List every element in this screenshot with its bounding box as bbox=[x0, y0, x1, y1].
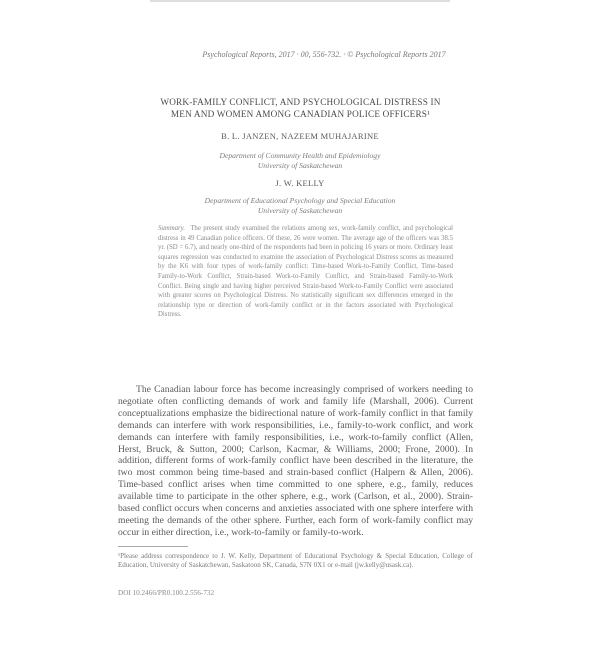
body-paragraph: The Canadian labour force has become increasingly comprised of workers needing to negotiate often conflicting demands of work and family life (Marshall, 2006). Current conceptualizations emphasize the bidirectional nature of work-family conflict in that family demands can interfere with work responsibilities, i.e., family-to-work conflict, and work demands can interfere with family responsibilities, i.e., work-to-family conflict (Allen, Herst, Bruck, & Sutton, 2000; Carlson, Kacmar, & Williams, 2000; Frone, 2000). In addition, different forms of work-family conflict have been described in the literature, the two most common being time-based and strain-based conflict (Halpern & Allen, 2006). Time-based conflict arises when time committed to one sphere, e.g., family, reduces available time to participate in the other sphere, e.g., work (Carlson, et al., 2000). Strain-based conflict occurs when concerns and anxieties associated with one sphere interfere with meeting the demands of the other sphere. Further, each form of work-family conflict may occur in either direction, i.e., work-to-family or family-to-work. bbox=[118, 384, 473, 538]
author-affiliation-secondary: Department of Educational Psychology and Special Education University of Saskatchewan bbox=[204, 196, 396, 215]
scan-edge-artifact bbox=[150, 0, 450, 2]
abstract-text: The present study examined the relations among sex, work-family conflict, and psychological distress in 49 Canadian police officers. Of these, 26 were women. The average age of the officers was 38.5 yr. (SD = 6.7), and nearly one-third of the respondents had been in policing 16 years or more. Ordinary least squares regression was conducted to examine the association of Psychological Distress scores as measured by the K6 with four types of work-family conflict: Time-based Work-to-Family Conflict, Time-based Family-to-Work Conflict, Strain-based Work-to-Family Conflict, and Strain-based Family-to-Work Conflict. Being single and having higher perceived Strain-based Work-to-Family Conflict were associated with greater scores on Psychological Distress. No statistically significant sex differences emerged in the relationship type or direction of work-family conflict or in the factors associated with Psychological Distress. bbox=[158, 225, 454, 319]
running-head: Psychological Reports, 2017 · 00, 556-732. · © Psychological Reports 2017 bbox=[202, 50, 446, 59]
author-affiliation-primary: Department of Community Health and Epidemiology University of Saskatchewan bbox=[219, 151, 381, 170]
footnote: ¹Please address correspondence to J. W. Kelly, Department of Educational Psychology & Special Education, College of Education, University of Saskatchewan, Saskatoon SK, Canada, S7N 0X1 or e-mail (jw.kelly@usask.ca). bbox=[118, 552, 473, 569]
author-names-secondary: J. W. KELLY bbox=[275, 178, 325, 188]
article-title: WORK-FAMILY CONFLICT, AND PSYCHOLOGICAL DISTRESS IN MEN AND WOMEN AMONG CANADIAN POLICE OFFICERS¹ bbox=[160, 97, 441, 119]
abstract bbox=[158, 224, 453, 320]
doi-line: DOI 10.2466/PR0.100.2.556-732 bbox=[118, 589, 215, 597]
abstract-label: Summary. bbox=[158, 225, 185, 232]
footnote-divider bbox=[118, 546, 188, 547]
author-names-primary: B. L. JANZEN, NAZEEM MUHAJARINE bbox=[221, 131, 379, 141]
